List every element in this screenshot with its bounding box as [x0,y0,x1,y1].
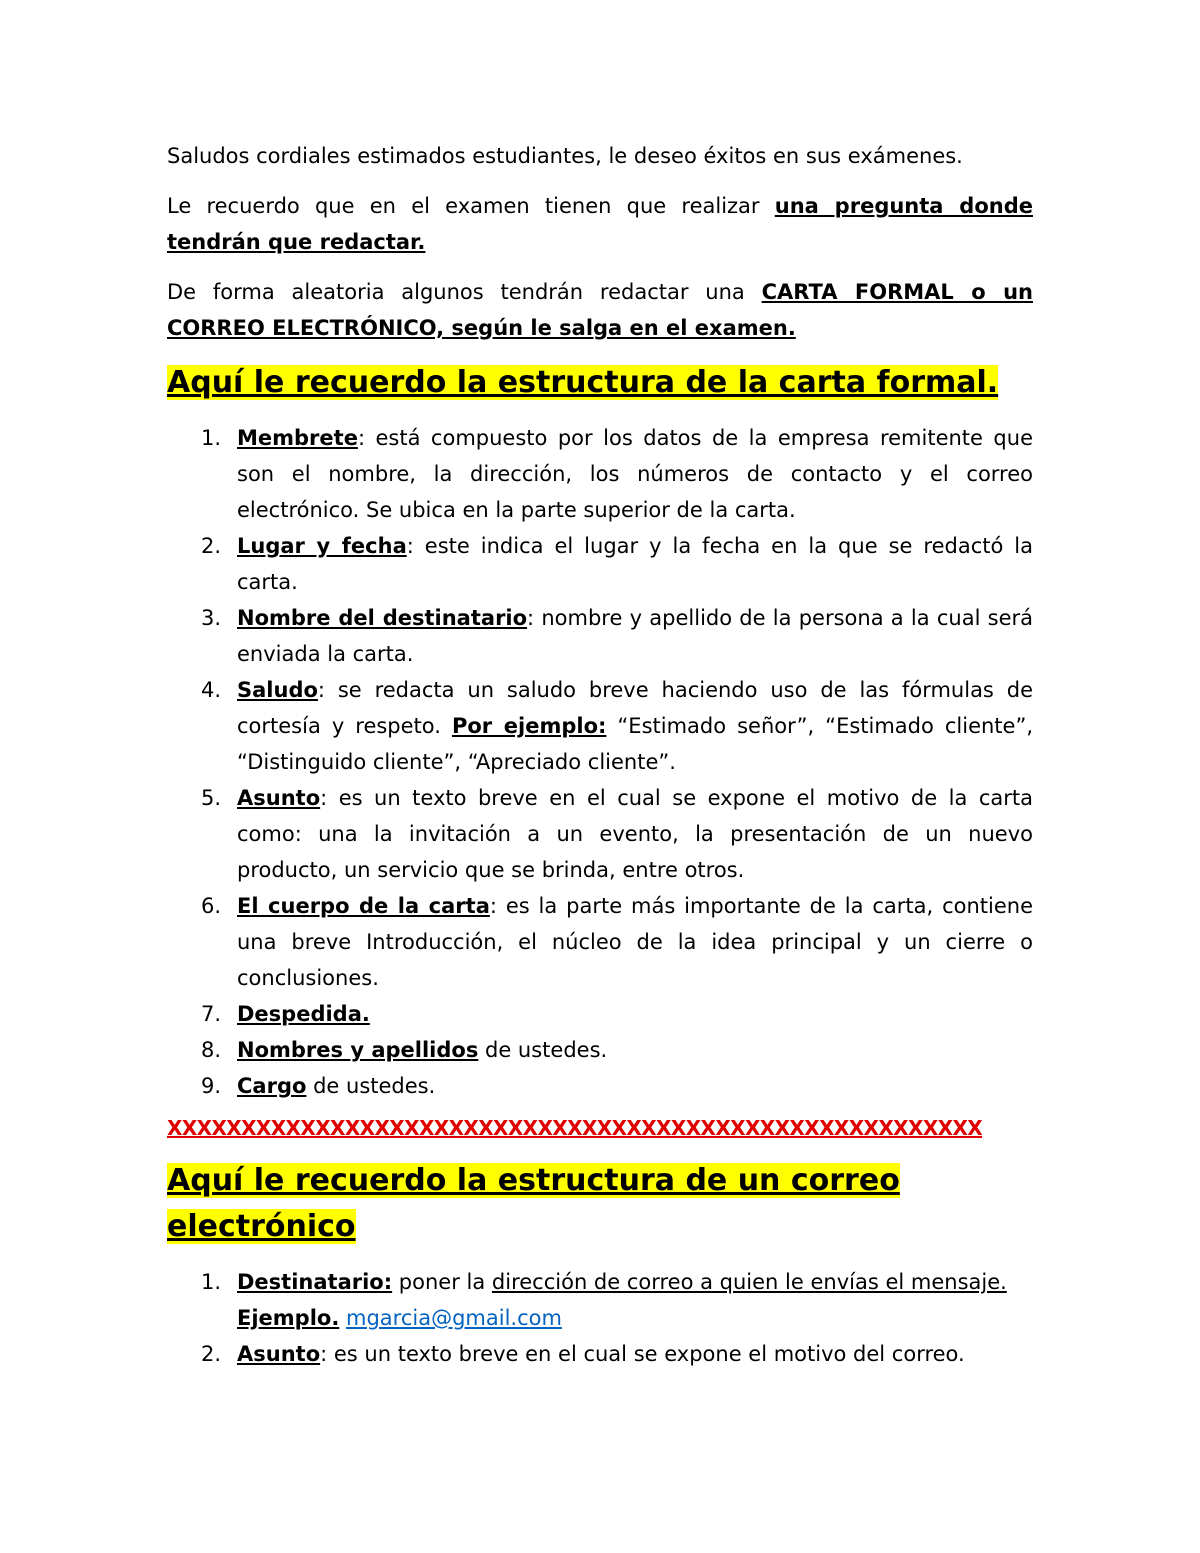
email-structure-list [167,1264,1033,1372]
list-item [167,672,1033,780]
random-text: De forma aleatoria algunos tendrán redactar una [167,280,762,304]
example-text: “Estimado señor”, “Estimado cliente”, “Distinguido cliente”, “Apreciado cliente”. [237,714,1034,774]
list-item [167,888,1033,996]
document-content [167,138,1033,1372]
reminder-text: Le recuerdo que en el examen tienen que realizar [167,194,775,218]
email-structure-heading [167,1158,1033,1250]
list-number: 5. [201,786,222,810]
item-description: : este indica el lugar y la fecha en la que se redactó la carta. [237,534,1033,594]
section-separator: XXXXXXXXXXXXXXXXXXXXXXXXXXXXXXXXXXXXXXXXXXXXXXXXXXXXXXX [167,1116,983,1140]
item-term: Cargo [237,1074,307,1098]
item-term: Lugar y fecha [237,534,407,558]
item-description: : es un texto breve en el cual se expone el motivo del correo. [320,1342,965,1366]
list-number: 4. [201,678,222,702]
list-number: 6. [201,894,222,918]
item-description-underlined: dirección de correo a quien le envías el mensaje. [491,1270,1007,1294]
list-item [167,1068,1033,1104]
list-number: 1. [201,1270,222,1294]
item-term: Asunto [237,786,321,810]
list-item [167,1032,1033,1068]
letter-structure-heading [167,360,1033,406]
item-description: : está compuesto por los datos de la empresa remitente que son el nombre, la dirección, los números de contacto y el correo electrónico. Se ubica en la parte superior de la carta. [237,426,1033,522]
list-number: 2. [201,1342,222,1366]
letter-heading-text: Aquí le recuerdo la estructura de la carta formal. [167,365,999,400]
item-description: de ustedes. [478,1038,608,1062]
item-term: Asunto [237,1342,321,1366]
list-number: 9. [201,1074,222,1098]
letter-structure-list [167,420,1033,1104]
random-assignment-paragraph [167,274,1033,346]
list-item [167,528,1033,600]
random-emphasis: CARTA FORMAL o un CORREO ELECTRÓNICO, según le salga en el examen. [167,280,1034,340]
item-description: : se redacta un saludo breve haciendo uso de las fórmulas de cortesía y respeto. [237,678,1033,738]
email-example-link[interactable]: mgarcia@gmail.com [346,1306,562,1330]
item-term: Nombres y apellidos [237,1038,479,1062]
item-term: Saludo [237,678,318,702]
list-number: 7. [201,1002,222,1026]
item-term: Despedida. [237,1002,370,1026]
list-number: 1. [201,426,222,450]
item-term: Membrete [237,426,358,450]
item-term: Destinatario: [237,1270,393,1294]
item-description: de ustedes. [306,1074,436,1098]
item-description: : es un texto breve en el cual se expone el motivo de la carta como: una la invitación a un evento, la presentación de un nuevo producto, un servicio que se brinda, entre otros. [237,786,1033,882]
list-item [167,996,1033,1032]
email-heading-text: Aquí le recuerdo la estructura de un correo electrónico [167,1163,900,1244]
list-item [167,420,1033,528]
item-description: : es la parte más importante de la carta, contiene una breve Introducción, el núcleo de la idea principal y un cierre o conclusiones. [237,894,1033,990]
item-description: poner la [392,1270,492,1294]
list-item [167,1264,1033,1336]
list-number: 2. [201,534,222,558]
reminder-paragraph [167,188,1033,260]
list-number: 3. [201,606,222,630]
greeting-paragraph: Saludos cordiales estimados estudiantes, le deseo éxitos en sus exámenes. [167,144,963,168]
list-number: 8. [201,1038,222,1062]
list-item [167,780,1033,888]
list-item [167,1336,1033,1372]
reminder-emphasis: una pregunta donde tendrán que redactar. [167,194,1033,254]
item-description: : nombre y apellido de la persona a la cual será enviada la carta. [237,606,1033,666]
list-item [167,600,1033,672]
example-label: Por ejemplo: [451,714,607,738]
example-label: Ejemplo. [237,1306,340,1330]
item-term: El cuerpo de la carta [237,894,490,918]
item-term: Nombre del destinatario [237,606,528,630]
